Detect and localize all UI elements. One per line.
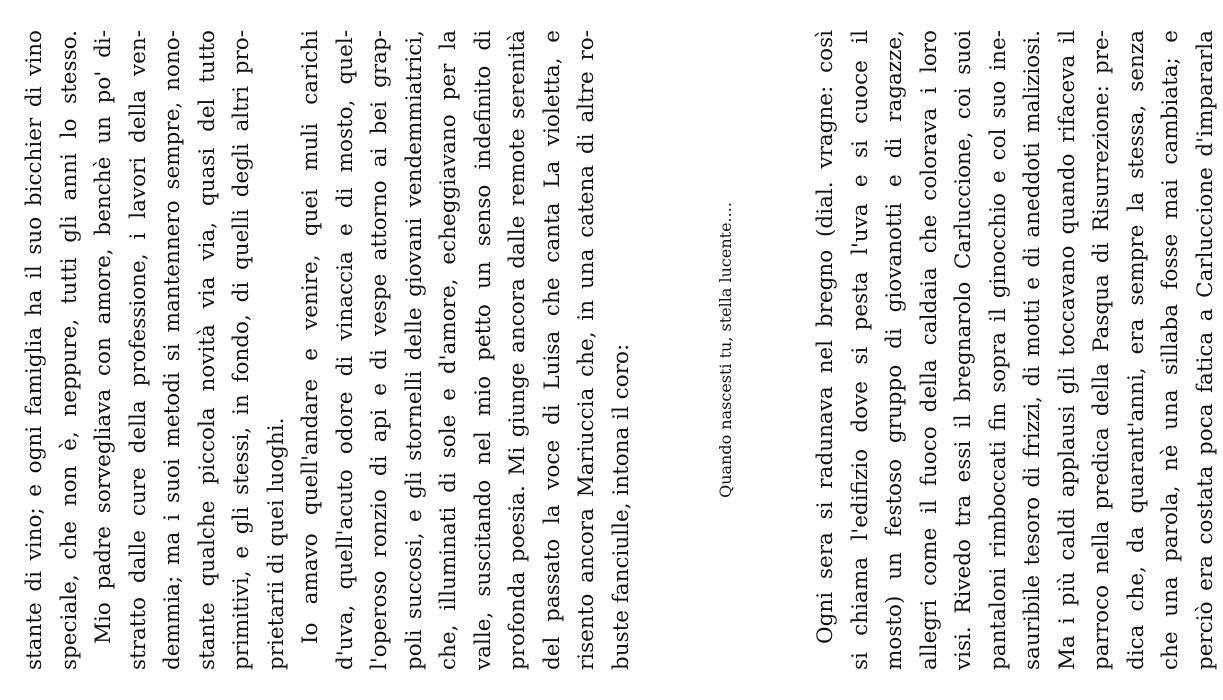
text-line: allegri come il fuoco della caldaia che colorava i loro [916,30,942,670]
text-line: buste fanciulle, intona il coro: [608,343,634,670]
text-line: parroco nella predica della Pasqua di Risurrezione: pre- [1089,30,1114,670]
text-line: si chiama l'edifizio dove si pesta l'uva e si cuoce il [847,30,873,670]
text-line: Ogni sera si radunava nel bregno (dial. vragne: così [813,30,838,644]
text-line: stratto dalle cure della professione, i lavori della ven- [125,30,151,670]
text-line: del passato la voce di Luisa che canta La violetta, e [539,30,565,670]
text-line: poli succosi, e gli stornelli delle giovani vendemmiatrici, [401,30,427,670]
text-line: demmia; ma i suoi metodi si mantennero sempre, nono- [160,30,185,670]
paragraph-1 [18,30,294,670]
text-line: d'uva, quell'acuto odore di vinaccia e di mosto, quel- [332,30,358,670]
text-line: visi. Rivedo tra essi il bregnarolo Carluccione, coi suoi [951,30,976,670]
text-line: valle, suscitando nel mio petto un senso indefinito di [470,30,496,670]
paragraph-3 [809,30,1223,670]
text-line: dica che, da quarant'anni, era sempre la stessa, senza [1123,30,1149,670]
text-line: che, illuminati di sole e d'amore, echeggiavano per la [436,30,461,670]
text-line: Io amavo quell'andare e venire, quei muli carichi [298,30,323,644]
text-line: Ma i più caldi applausi gli toccavano quando rifaceva il [1054,30,1080,670]
text-line: Mio padre sorvegliava con amore, benchè un po' di- [91,30,116,644]
verse-quote: Quando nascesti tu, stella lucente.... [716,202,735,498]
text-line: mosto) un festoso gruppo di giovanotti e di ragazze, [882,30,907,670]
text-line: che una parola, nè una sillaba fosse mai cambiata; e [1158,30,1183,670]
text-line: primitivi, e gli stessi, in fondo, di quelli degli altri pro- [229,30,254,670]
text-line: sauribile tesoro di frizzi, di motti e di aneddoti maliziosi. [1020,30,1045,670]
text-line: risento ancora Mariuccia che, in una catena di altre ro- [574,30,599,670]
text-line: pantaloni rimboccati fin sopra il ginocchio e col suo ine- [985,30,1011,670]
text-line: stante qualche piccola novità via via, quasi del tutto [194,30,220,670]
text-line: l'operoso ronzio di api e di vespe attorno ai bei grap- [367,30,392,670]
text-line: prietarii di quei luoghi. [263,417,289,670]
text-line: perciò era costata poca fatica a Carluccione d'impararla [1192,30,1218,670]
text-line: speciale, che non è, neppure, tutti gli anni lo stesso. [56,30,82,670]
paragraph-2 [294,30,639,670]
text-line: stante di vino; e ogni famiglia ha il suo bicchier di vino [22,30,47,670]
text-line: profonda poesia. Mi giunge ancora dalle remote serenità [505,30,530,670]
